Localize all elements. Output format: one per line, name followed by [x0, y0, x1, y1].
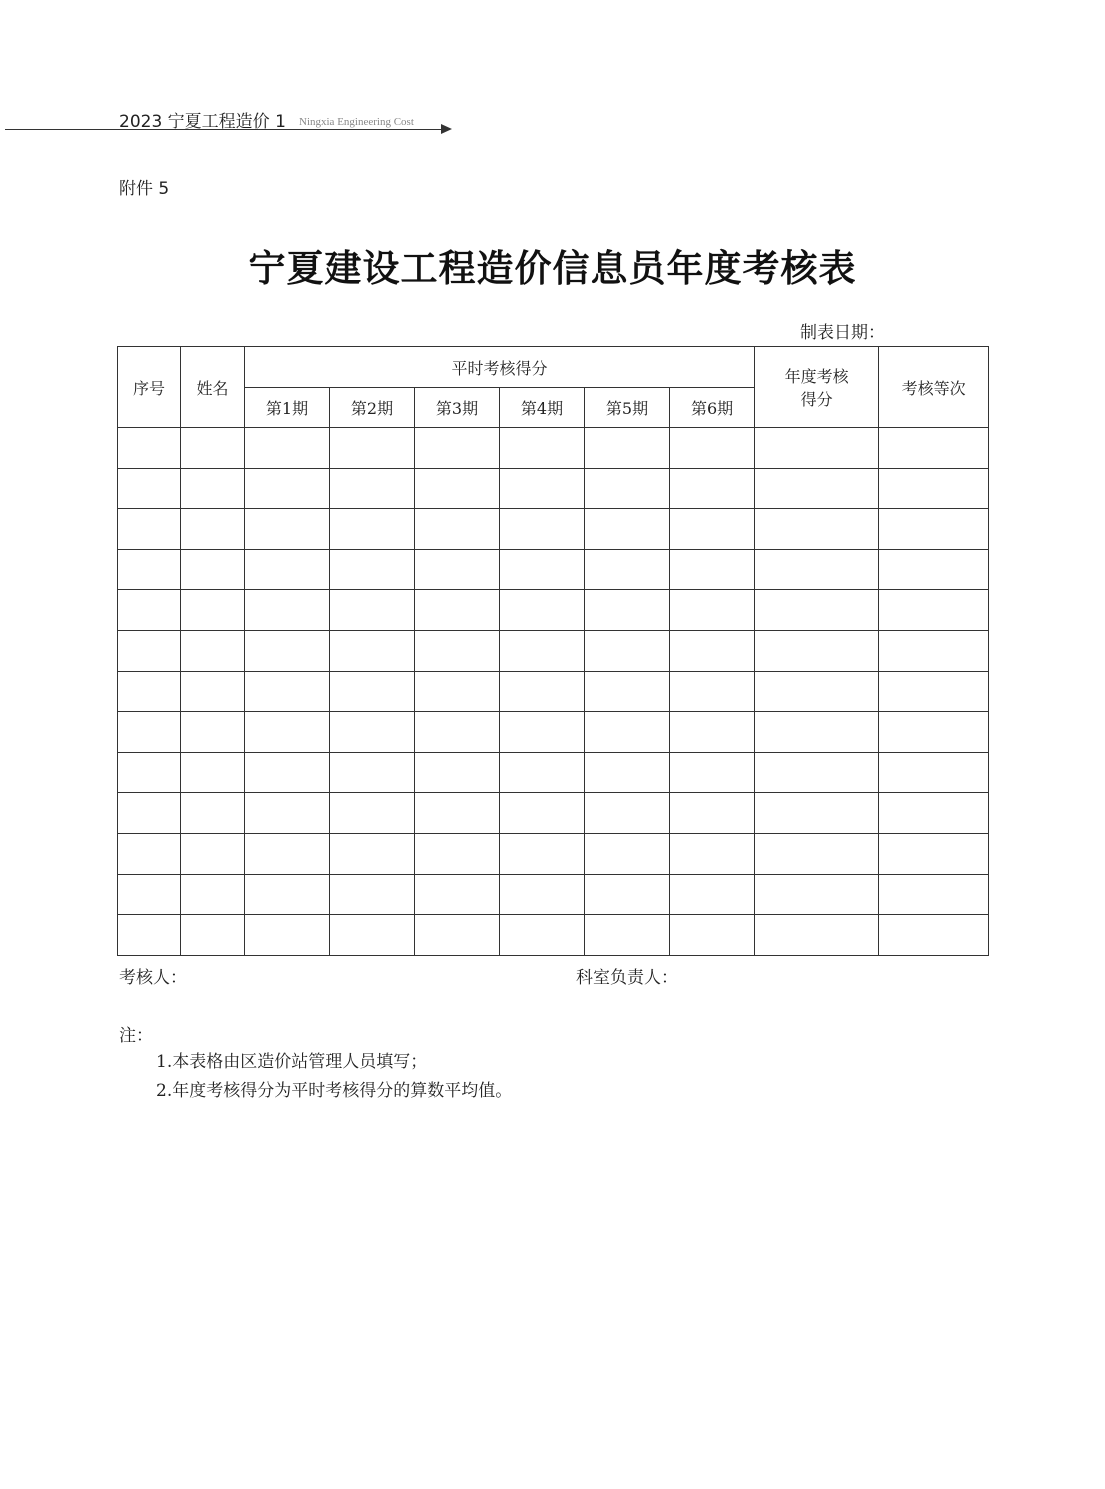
table-cell [118, 752, 181, 793]
table-cell [118, 833, 181, 874]
journal-english-name: Ningxia Engineering Cost [299, 116, 414, 128]
table-cell [500, 752, 585, 793]
table-cell [181, 793, 245, 834]
table-cell [181, 915, 245, 956]
table-cell [181, 671, 245, 712]
table-cell [500, 549, 585, 590]
table-cell [585, 915, 670, 956]
table-cell [879, 833, 989, 874]
table-cell [330, 712, 415, 753]
table-cell [670, 671, 755, 712]
table-cell [879, 509, 989, 550]
header-name: 姓名 [181, 347, 245, 428]
table-row [118, 671, 989, 712]
table-cell [181, 752, 245, 793]
table-cell [118, 549, 181, 590]
table-cell [118, 712, 181, 753]
table-row [118, 874, 989, 915]
table-cell [330, 549, 415, 590]
table-cell [245, 509, 330, 550]
header-regular-score: 平时考核得分 [245, 347, 755, 388]
table-date-label: 制表日期： [800, 323, 885, 343]
table-cell [415, 468, 500, 509]
table-cell [755, 590, 879, 631]
table-cell [585, 549, 670, 590]
table-cell [585, 671, 670, 712]
header-period: 第4期 [500, 388, 585, 428]
table-row [118, 549, 989, 590]
table-cell [755, 874, 879, 915]
table-row [118, 590, 989, 631]
table-cell [755, 549, 879, 590]
notes-label: 注： [119, 1026, 153, 1046]
table-cell [755, 793, 879, 834]
header-seq: 序号 [118, 347, 181, 428]
table-cell [245, 874, 330, 915]
table-cell [181, 549, 245, 590]
table-cell [415, 590, 500, 631]
table-cell [500, 915, 585, 956]
table-cell [879, 549, 989, 590]
table-cell [330, 793, 415, 834]
table-row [118, 752, 989, 793]
header-period: 第1期 [245, 388, 330, 428]
table-cell [181, 630, 245, 671]
table-cell [330, 468, 415, 509]
table-cell [118, 630, 181, 671]
table-cell [879, 874, 989, 915]
table-cell [755, 428, 879, 469]
attachment-label: 附件 5 [119, 179, 170, 199]
header-rule [5, 129, 445, 130]
table-cell [670, 590, 755, 631]
assessor-label: 考核人： [119, 968, 187, 988]
table-cell [118, 793, 181, 834]
table-cell [245, 833, 330, 874]
table-cell [585, 630, 670, 671]
table-cell [245, 590, 330, 631]
table-row [118, 509, 989, 550]
table-cell [500, 793, 585, 834]
table-cell [330, 630, 415, 671]
table-cell [500, 671, 585, 712]
table-cell [415, 630, 500, 671]
header-annual-score [755, 347, 879, 428]
table-cell [181, 468, 245, 509]
section-head-label: 科室负责人： [576, 968, 678, 988]
table-cell [755, 468, 879, 509]
table-cell [755, 752, 879, 793]
table-cell [330, 509, 415, 550]
header-period: 第6期 [670, 388, 755, 428]
table-cell [670, 833, 755, 874]
table-row [118, 428, 989, 469]
table-cell [415, 874, 500, 915]
table-cell [500, 630, 585, 671]
table-cell [415, 752, 500, 793]
table-cell [330, 752, 415, 793]
table-row [118, 468, 989, 509]
table-cell [879, 915, 989, 956]
table-cell [879, 630, 989, 671]
table-cell [879, 671, 989, 712]
journal-issue-label: 2023 宁夏工程造价 1 [119, 112, 286, 132]
table-cell [330, 915, 415, 956]
table-cell [670, 428, 755, 469]
document-title: 宁夏建设工程造价信息员年度考核表 [248, 247, 857, 290]
table-cell [330, 671, 415, 712]
table-cell [118, 915, 181, 956]
table-cell [879, 712, 989, 753]
table-cell [500, 712, 585, 753]
table-cell [670, 468, 755, 509]
table-cell [245, 752, 330, 793]
table-cell [330, 874, 415, 915]
table-cell [181, 712, 245, 753]
table-cell [879, 793, 989, 834]
table-cell [670, 712, 755, 753]
assessment-table [117, 346, 989, 956]
table-cell [670, 630, 755, 671]
table-cell [245, 468, 330, 509]
header-annual-line1: 年度考核 [784, 367, 849, 386]
table-cell [118, 509, 181, 550]
table-cell [245, 428, 330, 469]
table-cell [118, 874, 181, 915]
table-cell [879, 590, 989, 631]
table-cell [181, 509, 245, 550]
table-cell [585, 874, 670, 915]
table-cell [670, 752, 755, 793]
table-row [118, 915, 989, 956]
header-period: 第5期 [585, 388, 670, 428]
table-cell [755, 509, 879, 550]
table-row [118, 630, 989, 671]
table-cell [181, 833, 245, 874]
table-cell [118, 671, 181, 712]
table-cell [181, 428, 245, 469]
table-cell [118, 468, 181, 509]
table-cell [500, 874, 585, 915]
table-row [118, 833, 989, 874]
table-cell [245, 915, 330, 956]
note-item: 1.本表格由区造价站管理人员填写； [156, 1052, 428, 1072]
table-row [118, 712, 989, 753]
note-item: 2.年度考核得分为平时考核得分的算数平均值。 [156, 1081, 513, 1101]
arrow-right-icon [441, 124, 452, 134]
table-row [118, 793, 989, 834]
table-cell [755, 915, 879, 956]
table-cell [585, 752, 670, 793]
table-cell [755, 630, 879, 671]
header-period: 第3期 [415, 388, 500, 428]
table-cell [415, 712, 500, 753]
table-cell [670, 874, 755, 915]
table-cell [330, 833, 415, 874]
table-cell [879, 752, 989, 793]
table-cell [415, 915, 500, 956]
table-cell [585, 833, 670, 874]
table-cell [500, 468, 585, 509]
table-cell [415, 549, 500, 590]
table-cell [415, 509, 500, 550]
table-cell [670, 549, 755, 590]
table-cell [415, 833, 500, 874]
header-annual-line2: 得分 [800, 390, 833, 409]
table-cell [245, 630, 330, 671]
table-cell [755, 671, 879, 712]
table-cell [500, 590, 585, 631]
table-cell [585, 590, 670, 631]
table-cell [670, 793, 755, 834]
table-cell [879, 468, 989, 509]
table-cell [585, 468, 670, 509]
table-cell [670, 509, 755, 550]
table-cell [585, 793, 670, 834]
table-cell [755, 833, 879, 874]
table-cell [245, 549, 330, 590]
table-cell [118, 428, 181, 469]
table-cell [245, 671, 330, 712]
header-period: 第2期 [330, 388, 415, 428]
table-cell [330, 428, 415, 469]
table-cell [181, 590, 245, 631]
table-cell [879, 428, 989, 469]
table-cell [245, 712, 330, 753]
table-cell [500, 428, 585, 469]
table-cell [415, 428, 500, 469]
table-cell [585, 428, 670, 469]
table-cell [181, 874, 245, 915]
table-cell [670, 915, 755, 956]
header-grade: 考核等次 [879, 347, 989, 428]
table-cell [500, 509, 585, 550]
table-cell [415, 671, 500, 712]
table-cell [755, 712, 879, 753]
table-cell [118, 590, 181, 631]
table-cell [500, 833, 585, 874]
table-cell [415, 793, 500, 834]
table-cell [245, 793, 330, 834]
table-cell [585, 509, 670, 550]
table-cell [585, 712, 670, 753]
table-cell [330, 590, 415, 631]
